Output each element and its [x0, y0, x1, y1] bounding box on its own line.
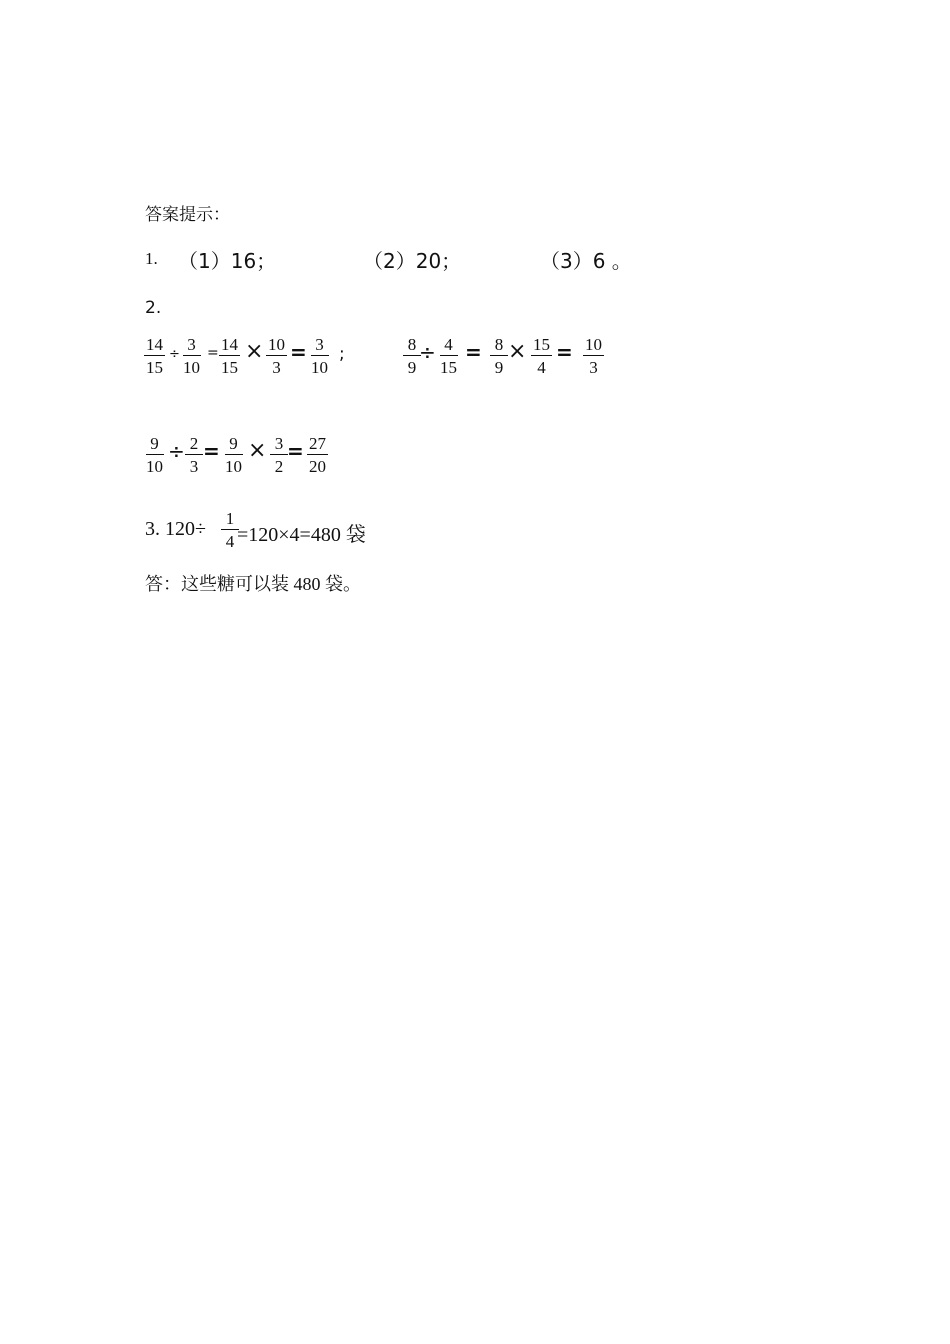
- denominator: 3: [589, 358, 598, 377]
- denominator: 10: [225, 457, 242, 476]
- q3-suffix: =120×4=480 袋: [237, 524, 366, 546]
- numerator: 3: [311, 335, 329, 356]
- fraction: [266, 335, 287, 377]
- fraction: [144, 335, 165, 377]
- equals-sign: =: [287, 439, 304, 463]
- q1-answer-1: （1）16；: [178, 249, 277, 273]
- divide-sign: ÷: [419, 340, 436, 364]
- numerator: 27: [309, 434, 326, 453]
- numerator: 3: [270, 434, 288, 455]
- denominator: 2: [274, 457, 284, 476]
- fraction: [309, 335, 330, 377]
- times-sign: ×: [248, 438, 267, 463]
- equals-sign: =: [203, 439, 220, 463]
- denominator: 15: [221, 358, 238, 377]
- denominator: 20: [309, 457, 326, 476]
- denominator: 15: [146, 358, 163, 377]
- semicolon: ;: [339, 344, 345, 364]
- fraction: [223, 434, 244, 476]
- fraction: [144, 434, 165, 476]
- numerator: 10: [268, 335, 285, 354]
- final-answer: 答：这些糖可以装 480 袋。: [145, 574, 361, 594]
- denominator: 10: [146, 457, 163, 476]
- fraction: [270, 434, 288, 476]
- denominator: 4: [225, 532, 235, 551]
- fraction: [531, 335, 552, 377]
- times-sign: ×: [508, 339, 527, 364]
- denominator: 10: [311, 358, 328, 377]
- fraction: [490, 335, 508, 377]
- denominator: 4: [537, 358, 546, 377]
- equals-sign: =: [556, 340, 573, 364]
- denominator: 10: [183, 358, 200, 377]
- equals-sign: =: [465, 340, 482, 364]
- denominator: 3: [189, 457, 199, 476]
- denominator: 3: [272, 358, 281, 377]
- numerator: 15: [533, 335, 550, 354]
- numerator: 4: [440, 335, 458, 356]
- numerator: 1: [221, 509, 239, 530]
- numerator: 10: [585, 335, 602, 354]
- fraction: [583, 335, 604, 377]
- q1-number: 1.: [145, 249, 158, 268]
- answer-hint-heading: 答案提示：: [145, 205, 230, 224]
- denominator: 15: [440, 358, 457, 377]
- fraction: [185, 434, 203, 476]
- numerator: 8: [403, 335, 421, 356]
- numerator: 9: [225, 434, 243, 455]
- denominator: 9: [407, 358, 417, 377]
- q1-answer-3: （3）6 。: [540, 249, 632, 273]
- equals-sign: =: [207, 345, 219, 361]
- divide-sign: ÷: [169, 347, 180, 362]
- numerator: 14: [146, 335, 163, 354]
- fraction: [438, 335, 459, 377]
- divide-sign: ÷: [168, 439, 185, 463]
- fraction: [219, 335, 240, 377]
- numerator: 9: [146, 434, 164, 455]
- equals-sign: =: [290, 340, 307, 364]
- q1-answer-2: （2）20；: [363, 249, 462, 273]
- denominator: 9: [494, 358, 504, 377]
- q3-prefix: 3. 120÷: [145, 518, 206, 540]
- fraction: [307, 434, 328, 476]
- q2-number: 2.: [145, 298, 162, 318]
- numerator: 3: [183, 335, 201, 356]
- numerator: 2: [185, 434, 203, 455]
- times-sign: ×: [245, 339, 264, 364]
- numerator: 8: [490, 335, 508, 356]
- fraction: [181, 335, 202, 377]
- numerator: 14: [221, 335, 238, 354]
